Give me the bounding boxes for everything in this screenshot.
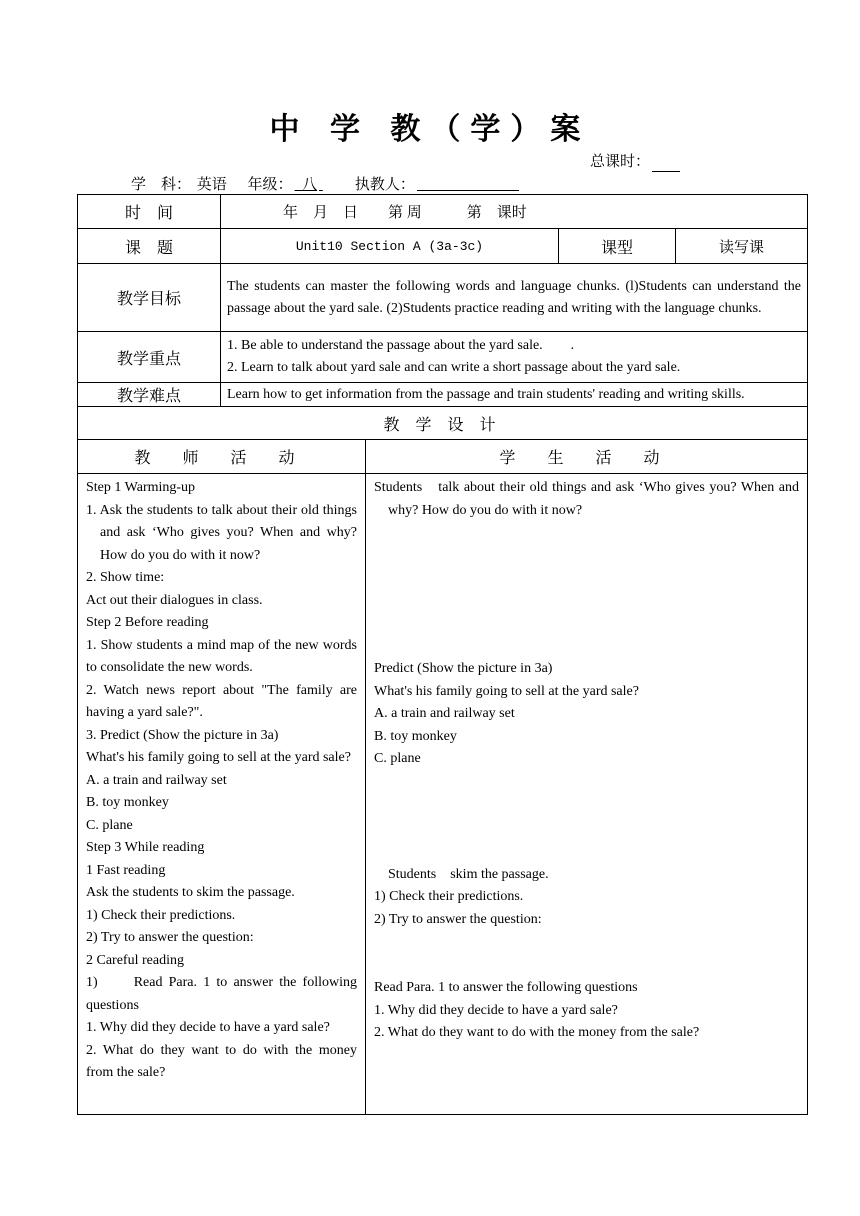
teacher-line: 1. Ask the students to talk about their old things and ask ‘Who gives you? When and why? How do you do with it now? <box>86 502 357 563</box>
teacher-line: Ask the students to skim the passage. <box>86 885 295 900</box>
type-label: 课型 <box>559 229 676 264</box>
subject-label: 学 科： <box>131 177 192 193</box>
key-points-value <box>221 332 808 383</box>
grade-label: 年级： <box>247 177 293 193</box>
teacher-line: A. a train and railway set <box>86 772 227 788</box>
grade-value: 八 <box>302 177 318 193</box>
teacher-activity-header: 教 师 活 动 <box>78 440 366 474</box>
difficulties-label: 教学难点 <box>78 383 221 407</box>
time-label: 时 间 <box>78 195 221 229</box>
student-option-a: A. a train and railway set <box>374 706 515 721</box>
teacher-activity-column <box>78 474 366 1115</box>
teacher-line: 1. Why did they decide to have a yard sale? <box>86 1020 330 1035</box>
student-question: What's his family going to sell at the yard sale? <box>374 683 639 699</box>
teacher-line: Step 2 Before reading <box>86 615 209 630</box>
teacher-line: 1. Show students a mind map of the new words to consolidate the new words. <box>86 637 357 675</box>
student-try: 2) Try to answer the question: <box>374 911 542 927</box>
student-option-b: B. toy monkey <box>374 728 457 744</box>
key-point-1: 1. Be able to understand the passage about the yard sale. . <box>227 338 575 353</box>
activity-header-row <box>78 440 808 474</box>
spacer <box>374 771 799 864</box>
teacher-line: B. toy monkey <box>86 795 169 810</box>
teacher-line: 3. Predict (Show the picture in 3a) <box>86 727 279 743</box>
teacher-label: 执教人： <box>354 177 415 193</box>
teacher-line: Step 3 While reading <box>86 840 205 855</box>
teacher-line: 2. What do they want to do with the money from the sale? <box>86 1042 357 1080</box>
time-value: 年 月 日 第 周 第 课时 <box>221 195 808 229</box>
teacher-line: Step 1 Warming-up <box>86 480 196 495</box>
student-option-c: C. plane <box>374 751 421 766</box>
teacher-line: C. plane <box>86 817 133 833</box>
key-point-2: 2. Learn to talk about yard sale and can write a short passage about the yard sale. <box>227 360 681 375</box>
student-intro: Students talk about their old things and ask ‘Who gives you? When and why? How do you do with it now? <box>374 480 800 518</box>
student-skim: Students skim the passage. <box>374 866 549 882</box>
teacher-line: Act out their dialogues in class. <box>86 592 263 608</box>
teacher-line: 1) Read Para. 1 to answer the following questions <box>86 975 357 1013</box>
meta-row <box>131 173 521 194</box>
difficulties-value: Learn how to get information from the passage and train students' reading and writing skills. <box>221 383 808 407</box>
key-points-row <box>78 332 808 383</box>
spacer <box>374 522 799 658</box>
teacher-line: 1) Check their predictions. <box>86 907 236 923</box>
topic-value: Unit10 Section A (3a-3c) <box>221 229 559 264</box>
document-title: 中 学 教（学）案 <box>269 112 591 147</box>
teacher-line: 2 Careful reading <box>86 952 184 968</box>
type-value: 读写课 <box>676 229 808 264</box>
difficulties-row <box>78 383 808 407</box>
objectives-value: The students can master the following words and language chunks. (l)Students can understand the passage about the yard sale. (2)Students practice reading and writing with the language chunks. <box>221 264 808 332</box>
topic-row <box>78 229 808 264</box>
student-activity-column <box>366 474 808 1115</box>
spacer <box>374 931 799 977</box>
objectives-label: 教学目标 <box>78 264 221 332</box>
activity-body-row <box>78 474 808 1115</box>
student-check: 1) Check their predictions. <box>374 889 524 904</box>
student-predict: Predict (Show the picture in 3a) <box>374 661 553 676</box>
subject-value: 英语 <box>196 177 227 193</box>
student-q1: 1. Why did they decide to have a yard sale? <box>374 1002 618 1018</box>
teacher-line: 2) Try to answer the question: <box>86 930 254 945</box>
teacher-line: 2. Watch news report about "The family are having a yard sale?". <box>86 682 357 720</box>
student-read-para: Read Para. 1 to answer the following questions <box>374 980 638 995</box>
total-hours-field <box>590 150 680 172</box>
key-points-label: 教学重点 <box>78 332 221 383</box>
objectives-row <box>78 264 808 332</box>
teacher-line: What's his family going to sell at the yard sale? <box>86 750 351 765</box>
student-activity-header: 学 生 活 动 <box>366 440 808 474</box>
teacher-line: 2. Show time: <box>86 570 165 585</box>
total-hours-blank <box>652 154 680 172</box>
design-header-row <box>78 407 808 440</box>
student-q2: 2. What do they want to do with the money from the sale? <box>374 1025 700 1040</box>
total-hours-label: 总课时： <box>590 154 651 170</box>
time-row <box>78 195 808 229</box>
teacher-line: 1 Fast reading <box>86 862 166 878</box>
design-header: 教 学 设 计 <box>78 407 808 440</box>
topic-label: 课 题 <box>78 229 221 264</box>
teacher-blank <box>417 190 519 191</box>
lesson-plan-table <box>77 194 808 1115</box>
